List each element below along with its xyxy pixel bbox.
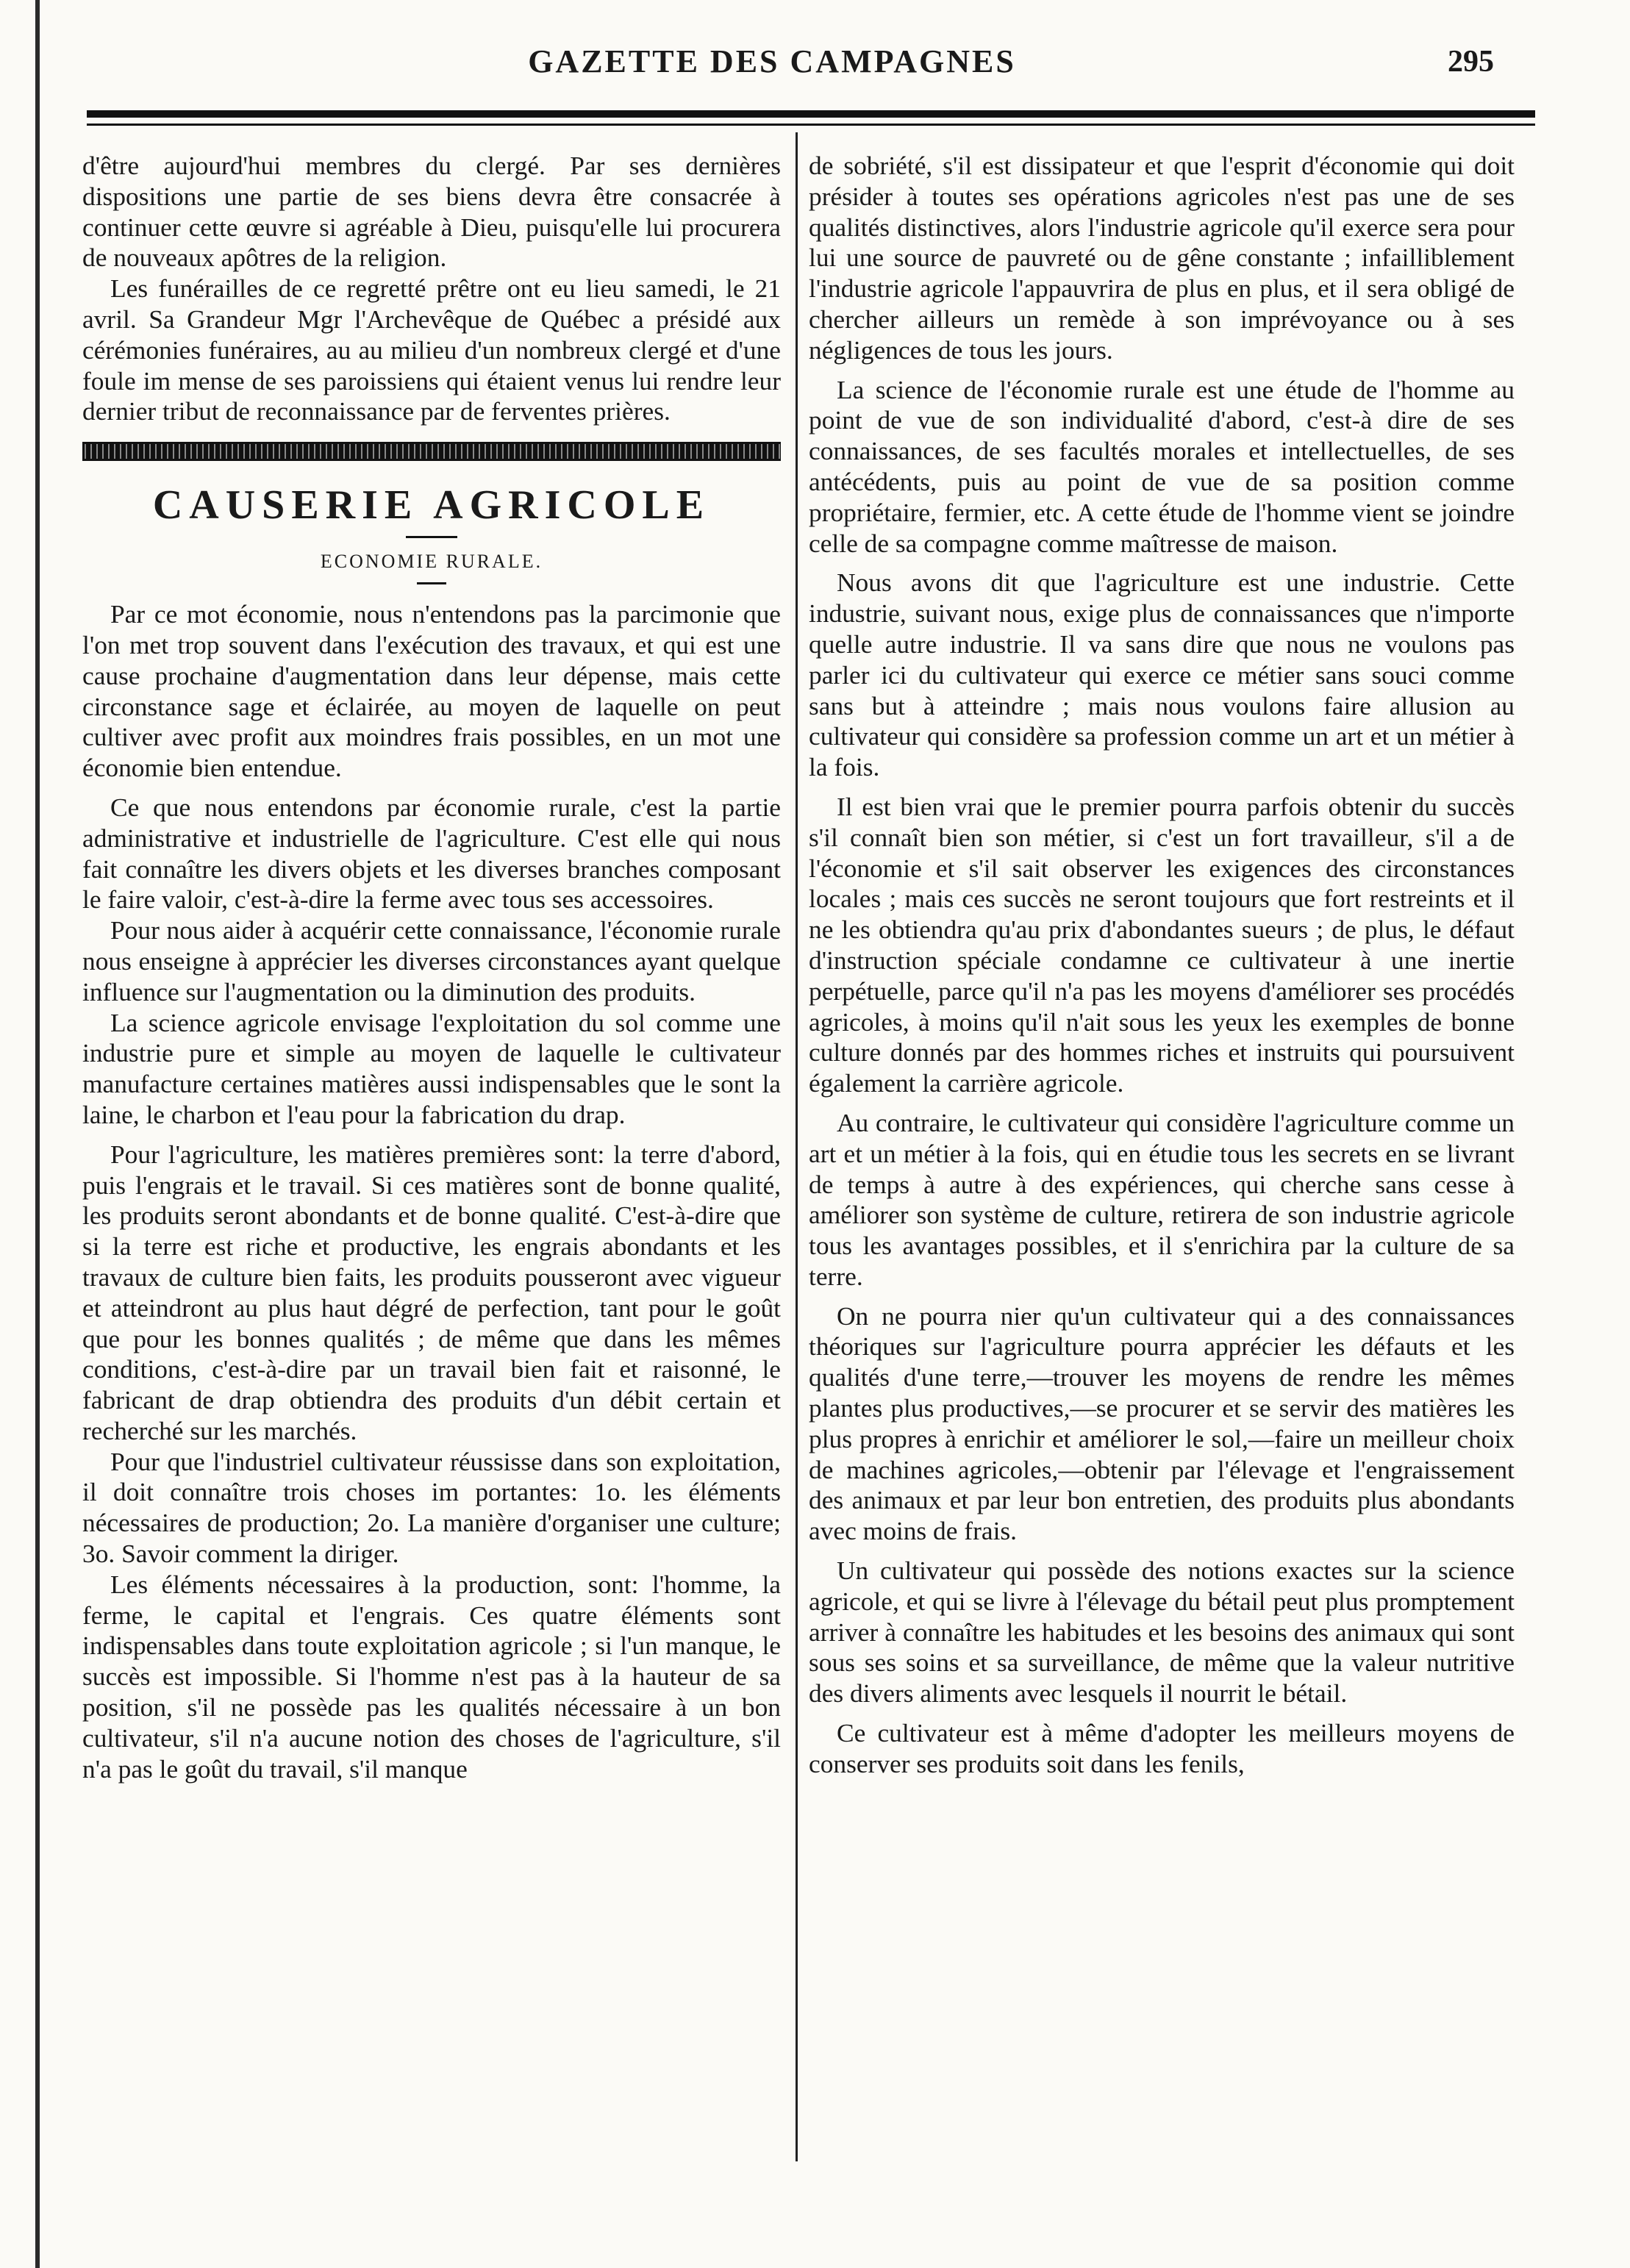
newspaper-title: GAZETTE DES CAMPAGNES [528, 43, 1016, 79]
paragraph: Pour l'agriculture, les matières premières sont: la terre d'abord, puis l'engrais et le travail. Si ces matières sont de bonne qualité, les produits seront abondants et de bonne qualité. C'est-à-dire que si la terre est riche et productive, les engrais abondants et les travaux de culture bien faits, les produits pousseront avec vigueur et atteindront au plus haut dégré de perfection, tant pour le goût que pour les bonnes qualités ; de même que dans les mêmes conditions, c'est-à-dire par un travail bien fait et raisonné, le fabricant de drap obtiendra des produits d'un débit certain et recherché sur les marchés. [82, 1139, 781, 1445]
paragraph: Ce que nous entendons par économie rurale, c'est la partie administrative et industrielle de l'agriculture. C'est elle qui nous fait connaître les divers objets et les diverses branches composant le faire valoir, c'est-à-dire la ferme avec tous ses accessoires. [82, 792, 781, 915]
section-subtitle: ECONOMIE RURALE. [320, 551, 543, 573]
paragraph: La science de l'économie rurale est une étude de l'homme au point de vue de son individualité d'abord, c'est-à dire de ses connaissances, de ses facultés morales et intellectuelles, de ses antécédents, puis au point de vue de sa position comme propriétaire, fermier, etc. A cette étude de l'homme vient se joindre celle de sa compagne comme maîtresse de maison. [809, 374, 1515, 558]
subtitle-rule [417, 582, 446, 584]
paragraph: Un cultivateur qui possède des notions exactes sur la science agricole, et qui se livre à l'élevage du bétail peut plus promptement arriver à connaître les habitudes et les besoins des animaux qui sont sous ses soins et sa surveillance, de même que la valeur nutritive des divers aliments avec lesquels il nourrit le bétail. [809, 1556, 1515, 1709]
section-title: CAUSERIE AGRICOLE [152, 482, 711, 529]
title-rule [406, 536, 457, 538]
header-rule-thin [87, 124, 1535, 126]
paragraph: Ce cultivateur est à même d'adopter les meilleurs moyens de conserver ses produits soit dans les fenils, [809, 1718, 1515, 1778]
paragraph: On ne pourra nier qu'un cultivateur qui a des connaissances théoriques sur l'agriculture pourra apprécier les défauts et les qualités d'une terre,—trouver les moyens de rendre les mêmes plantes plus productives,—se procurer et se servir des matières les plus propres à enrichir et améliorer le sol,—faire un meilleur choix de machines agricoles,—obtenir par l'élevage et l'engraissement des animaux et par leur bon entretien, des produits plus abondants avec moins de frais. [809, 1301, 1515, 1546]
paragraph: Il est bien vrai que le premier pourra parfois obtenir du succès s'il connaît bien son métier, si c'est un fort travailleur, s'il a de l'économie et s'il sait observer les exigences des circonstances locales ; mais ces succès ne seront toujours que fort restreints et il ne les obtiendra qu'au prix d'abondantes sueurs ; de plus, le défaut d'instruction spéciale condamne ce cultivateur à une inertie perpétuelle, parce qu'il n'a pas les moyens d'améliorer ses procédés agricoles, à moins qu'il n'ait sous les yeux les exemples de bonne culture donnés par des hommes riches et instruits qui poursuivent également la carrière agricole. [809, 791, 1515, 1098]
paragraph: La science agricole envisage l'exploitation du sol comme une industrie pure et simple au moyen de laquelle le cultivateur manufacture certaines matières aussi indispensables que le sont la laine, le charbon et l'eau pour la fabrication du drap. [82, 1007, 781, 1129]
paragraph: Les éléments nécessaires à la production, sont: l'homme, la ferme, le capital et l'engrais. Ces quatre éléments sont indispensables dans toute exploitation agricole ; si l'un manque, le succès est impossible. Si l'homme n'est pas à la hauteur de sa position, s'il ne possède pas les qualités nécessaire à un bon cultivateur, s'il n'a aucune notion des choses de l'agriculture, s'il n'a pas le goût du travail, s'il manque [82, 1569, 781, 1784]
left-column [82, 151, 781, 1784]
paragraph: Par ce mot économie, nous n'entendons pas la parcimonie que l'on met trop souvent dans l'exécution des travaux, et qui est une cause prochaine d'augmentation dans leur dépense, mais cette circonstance sage et éclairée, au moyen de laquelle on peut cultiver avec profit aux moindres frais possibles, en un mot une économie bien entendue. [82, 599, 781, 783]
paragraph: de sobriété, s'il est dissipateur et que l'esprit d'économie qui doit présider à toutes ses opérations agricoles n'est pas une de ses qualités distinctives, alors l'industrie agricole qu'il exerce sera pour lui une source de pauvreté ou de gêne constante ; infailliblement l'industrie agricole l'appauvrira de plus en plus, et il sera obligé de chercher ailleurs un remède à son imprévoyance ou à ses négligences de tous les jours. [809, 151, 1515, 365]
paragraph: Pour nous aider à acquérir cette connaissance, l'économie rurale nous enseigne à apprécier les diverses circonstances ayant quelque influence sur l'augmentation ou la diminution des produits. [82, 915, 781, 1006]
paragraph: Nous avons dit que l'agriculture est une industrie. Cette industrie, suivant nous, exige plus de connaissances que n'importe quelle autre industrie. Il va sans dire que nous ne voulons pas parler ici du cultivateur qui exerce ce métier sans souci comme sans but à atteindre ; mais nous voulons faire allusion au cultivateur qui considère sa profession comme un art et un métier à la fois. [809, 568, 1515, 782]
paragraph: Au contraire, le cultivateur qui considère l'agriculture comme un art et un métier à la fois, qui en étudie tous les secrets en se livrant de temps à autre à des expériences, qui cherche sans cesse à améliorer son système de culture, retirera de son industrie agricole tous les avantages possibles, et il s'enrichira par la culture de sa terre. [809, 1107, 1515, 1291]
right-column [809, 151, 1515, 1780]
paragraph: Les funérailles de ce regretté prêtre ont eu lieu samedi, le 21 avril. Sa Grandeur Mgr l'Archevêque de Québec a présidé aux cérémonies funéraires, au au milieu d'un nombreux clergé et d'une foule im mense de ses paroissiens qui étaient venus lui rendre leur dernier tribut de reconnaissance par de ferventes prières. [82, 273, 781, 426]
header-rule-heavy [87, 110, 1535, 118]
section-separator [82, 442, 781, 461]
paragraph: d'être aujourd'hui membres du clergé. Par ses dernières dispositions une partie de ses biens devra être consacrée à continuer cette œuvre si agréable à Dieu, puisqu'elle lui procurera de nouveaux apôtres de la religion. [82, 151, 781, 273]
paragraph: Pour que l'industriel cultivateur réussisse dans son exploitation, il doit connaître trois choses im portantes: 1o. les éléments nécessaires de production; 2o. La manière d'organiser une culture; 3o. Savoir comment la diriger. [82, 1446, 781, 1569]
page-edge-shadow [35, 0, 40, 2268]
page-number: 295 [1448, 45, 1494, 79]
column-divider [796, 132, 798, 2161]
